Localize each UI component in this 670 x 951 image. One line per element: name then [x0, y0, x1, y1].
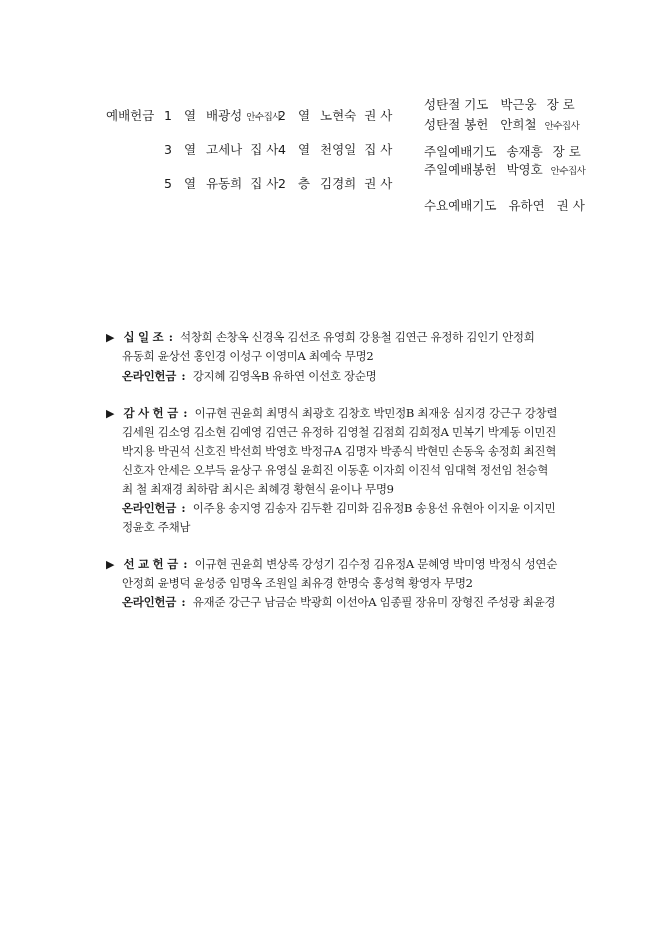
offering-row-1-left — [164, 106, 281, 124]
online-names: 유재준 강근구 남금순 박광희 이선아A 임종필 장유미 장형진 주성광 최윤경 — [192, 595, 556, 609]
offering-row-2-left — [164, 140, 278, 158]
role-name: 송재흥 — [506, 144, 543, 159]
online-names: 이주용 송지영 김송자 김두환 김미화 김유정B 송용선 유현아 이지윤 이지민 — [192, 501, 556, 515]
arrow-right-icon: ▶ — [106, 558, 115, 571]
prayer-role-row — [424, 142, 581, 160]
row-num: 5 — [164, 176, 172, 191]
section-line: 유동희 윤상선 홍인경 이성구 이영미A 최예숙 무명2 — [122, 349, 374, 363]
online-line — [122, 368, 376, 384]
offering-label: 예배헌금 — [106, 108, 155, 123]
role-title: 장 로 — [546, 97, 575, 112]
row-unit: 층 — [297, 176, 311, 191]
section-heading: 감 사 헌 금 — [123, 406, 178, 420]
role-title: 안수집사 — [550, 166, 586, 177]
online-line — [122, 500, 555, 516]
row-name: 천영일 — [320, 142, 357, 157]
online-colon: : — [181, 501, 186, 515]
role-label: 수요예배기도 — [424, 198, 497, 213]
section-line: 신호자 안세은 오부득 윤상구 유영실 윤희진 이동훈 이자희 이진석 임대혁 정선임 천승혁 — [122, 463, 549, 477]
online-line — [122, 594, 555, 610]
prayer-role-row — [424, 196, 585, 214]
row-name: 배광성 — [206, 108, 243, 123]
role-name: 유하연 — [508, 198, 545, 213]
section-line: 박지용 박권석 신호진 박선희 박영호 박정규A 김명자 박종식 박현민 손동욱 송정희 최진혁 — [122, 444, 557, 458]
row-unit: 열 — [183, 142, 197, 157]
offering-row-1-right — [278, 106, 392, 124]
role-label: 주일예배기도 — [424, 144, 497, 159]
section-line — [106, 329, 535, 345]
arrow-right-icon: ▶ — [106, 331, 115, 344]
row-title: 권 사 — [364, 108, 393, 123]
section-line: 김세원 김소영 김소현 김예영 김연근 유정하 김영철 김점희 김희정A 민복기 박계동 이민진 — [122, 425, 557, 439]
arrow-right-icon: ▶ — [106, 407, 115, 420]
role-title: 권 사 — [556, 198, 585, 213]
online-label: 온라인헌금 — [122, 369, 177, 383]
row-num: 2 — [278, 176, 286, 191]
section-line — [106, 556, 557, 572]
role-title: 장 로 — [552, 144, 581, 159]
row-title: 집 사 — [250, 142, 279, 157]
section-line — [106, 405, 557, 421]
row-title: 권 사 — [364, 176, 393, 191]
section-line: 최 철 최재경 최하람 최시은 최혜경 황현식 윤이나 무명9 — [122, 482, 394, 496]
online-label: 온라인헌금 — [122, 501, 177, 515]
section-names: 이규현 권윤희 변상록 강성기 김수정 김유정A 문혜영 박미영 박정식 성연순 — [194, 557, 558, 571]
row-unit: 열 — [297, 142, 311, 157]
row-num: 2 — [278, 108, 286, 123]
row-num: 3 — [164, 142, 172, 157]
row-num: 1 — [164, 108, 172, 123]
row-title: 집 사 — [364, 142, 393, 157]
role-name: 박영호 — [506, 162, 543, 177]
section-heading: 선 교 헌 금 — [123, 557, 178, 571]
row-name: 유동희 — [206, 176, 243, 191]
row-title: 안수집사 — [246, 112, 281, 123]
section-names: 이규현 권윤희 최명식 최광호 김창호 박민정B 최재웅 심지경 강근구 강창렬 — [194, 406, 558, 420]
online-names: 강지혜 김영옥B 유하연 이선호 장순명 — [192, 369, 377, 383]
section-names: 석창희 손창옥 신경옥 김선조 유영희 강용철 김연근 유정하 김인기 안정희 — [180, 330, 535, 344]
row-name: 김경희 — [320, 176, 357, 191]
row-unit: 열 — [183, 176, 197, 191]
online-line: 정윤호 주채남 — [122, 520, 191, 534]
online-colon: : — [181, 369, 186, 383]
row-name: 고세나 — [206, 142, 243, 157]
section-colon: : — [168, 330, 173, 344]
role-label: 주일예배봉헌 — [424, 162, 497, 177]
prayer-role-row — [424, 115, 579, 133]
offering-row-3-left — [164, 174, 278, 192]
role-name: 안희철 — [500, 117, 537, 132]
row-unit: 열 — [297, 108, 311, 123]
row-unit: 열 — [183, 108, 197, 123]
row-title: 집 사 — [250, 176, 279, 191]
online-label: 온라인헌금 — [122, 595, 177, 609]
online-colon: : — [181, 595, 186, 609]
row-name: 노현숙 — [320, 108, 357, 123]
role-name: 박근웅 — [500, 97, 537, 112]
role-label: 성탄절 봉헌 — [424, 117, 489, 132]
prayer-role-row — [424, 95, 575, 113]
section-heading: 십 일 조 — [123, 330, 164, 344]
offering-row-2-right — [278, 140, 392, 158]
section-line: 안정희 윤병덕 윤성중 임명옥 조원일 최유경 한명숙 홍성혁 황영자 무명2 — [122, 576, 473, 590]
prayer-role-row — [424, 160, 585, 178]
role-label: 성탄절 기도 — [424, 97, 489, 112]
section-colon: : — [183, 406, 188, 420]
row-num: 4 — [278, 142, 286, 157]
offering-row-3-right — [278, 174, 392, 192]
section-colon: : — [183, 557, 188, 571]
role-title: 안수집사 — [544, 121, 580, 132]
